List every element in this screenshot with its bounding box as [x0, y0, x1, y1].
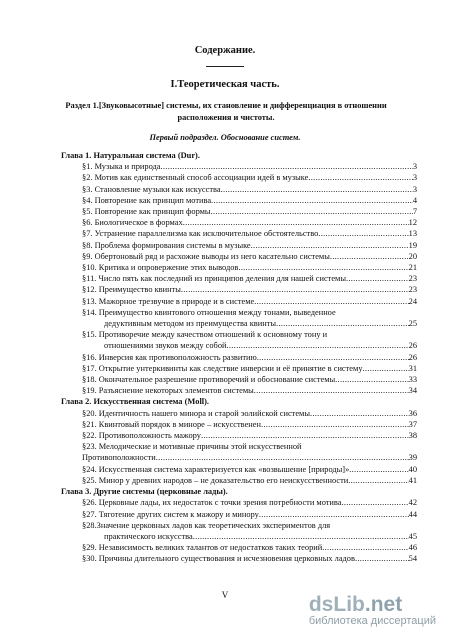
leader-dots [211, 206, 413, 217]
toc-entry-text: §9. Обертоновый ряд и расхожие выводы из него касательно системы [82, 251, 330, 261]
toc-entry-text: §24. Искусственная система характеризуется как «возвышение [природы]» [82, 464, 350, 474]
toc-entry-text: §1. Музыка и природа [82, 162, 161, 172]
chapter-heading: Глава 1. Натуральная система (Dur). [61, 151, 200, 160]
toc-entry-page: 33 [408, 375, 417, 385]
toc-entry [61, 296, 417, 307]
leader-dots [261, 419, 409, 430]
toc-entry-page: 46 [408, 543, 417, 553]
page-number: V [221, 590, 229, 600]
leader-dots [363, 363, 409, 374]
leader-dots [330, 251, 409, 262]
toc-entry [61, 262, 417, 273]
chapter3-entries-continued [61, 542, 417, 564]
chapter1-entries-continued [61, 352, 417, 397]
toc-entry [61, 509, 417, 520]
leader-dots [341, 497, 408, 508]
toc-entry [61, 385, 417, 396]
toc-entry-text: §11. Число пять как последний из принципов деления для нашей системы [82, 274, 346, 284]
chapter3-entries [61, 497, 417, 519]
watermark-subtitle: библиотека диссертаций [308, 615, 436, 627]
toc-entry-text: §2. Мотив как единственный способ ассоциации идей в музыке [82, 173, 309, 183]
leader-dots [318, 228, 408, 239]
leader-dots [346, 273, 409, 284]
toc-entry [61, 464, 417, 475]
toc-entry-page: 23 [408, 274, 417, 284]
toc-entry-page: 37 [408, 419, 417, 429]
leader-dots [308, 172, 412, 183]
chapter-heading: Глава 2. Искусственная система (Moll). [61, 397, 210, 407]
toc-entry-text: §25. Минор у древних народов – не доказательство его неискусственности [82, 475, 349, 485]
toc-entry-text: §21. Квинтовый порядок в миноре – искусственен [82, 419, 261, 429]
toc-entry-continuation: практического искусства ..... 45 [61, 531, 417, 542]
toc-entry-page: 23 [408, 285, 417, 295]
chapter2-entries [61, 408, 417, 442]
toc-entry [61, 553, 417, 564]
toc-entry [61, 419, 417, 430]
toc-entry [61, 475, 417, 486]
toc-entry-page: 42 [408, 498, 417, 508]
page-title: Содержание. [194, 45, 256, 56]
toc-entry-text: §17. Открытие унтеркивинты как следствие инверсии и её принятие в систему [82, 363, 363, 373]
toc-entry-page: 36 [408, 408, 417, 418]
toc-entry-text: §5. Повторение как принцип формы [82, 207, 211, 217]
toc-entry-page: 20 [408, 251, 417, 261]
toc-entry-text: §6. Биологическое в формах [82, 218, 183, 228]
leader-dots [254, 296, 408, 307]
leader-dots [335, 374, 408, 385]
toc-entry-page: 41 [408, 475, 417, 485]
subsection-heading: Первый подраздел. Обоснование систем. [149, 133, 301, 142]
toc-entry: §14. Преимущество квинтового отношения между тонами, выведенное [82, 307, 336, 317]
toc-entry-text: §18. Окончательное разрешение противоречий и обоснование системы [82, 375, 336, 385]
toc-entry [61, 161, 417, 172]
leader-dots [201, 430, 409, 441]
toc-entry-text: §22. Противоположность мажору [82, 431, 201, 441]
leader-dots [254, 385, 409, 396]
toc-entry-text: §13. Мажорное трезвучие в природе и в системе [82, 296, 255, 306]
toc-entry-continuation: Противоположности ..... 39 [61, 452, 417, 463]
toc-entry-page: 38 [408, 431, 417, 441]
toc-entry-page: 4 [412, 195, 417, 205]
toc-entry-page: 31 [408, 363, 417, 373]
leader-dots [183, 217, 409, 228]
table-of-contents [61, 150, 417, 565]
toc-entry [61, 206, 417, 217]
toc-entry [61, 184, 417, 195]
toc-entry-continuation: дедуктивным методом из преимущества квинты ..... 25 [61, 318, 417, 329]
watermark-logo: dsLib.net [308, 593, 403, 616]
toc-entry-text: §27. Тяготение других систем к мажору и минору [82, 509, 259, 519]
toc-entry [61, 352, 417, 363]
toc-entry-text: §20. Идентичность нашего минора и старой эолийской системы [82, 408, 310, 418]
leader-dots [349, 464, 408, 475]
section-heading: Раздел 1.[Звуковысотные] системы, их становление и дифференциация в отношении расположения и чистоты. [65, 101, 387, 122]
toc-entry-page: 54 [408, 554, 417, 564]
toc-entry-text: §29. Независимость великих талантов от недостатков таких теорий [82, 543, 323, 553]
toc-entry [61, 172, 417, 183]
toc-entry-page: 40 [408, 464, 417, 474]
leader-dots [181, 284, 409, 295]
leader-dots [251, 240, 409, 251]
toc-entry-page: 24 [408, 296, 417, 306]
toc-entry-continuation: отношениями звуков между собой ..... 26 [61, 340, 417, 351]
leader-dots [221, 184, 413, 195]
toc-entry-page: 26 [408, 352, 417, 362]
toc-entry-text: §12. Преимущество квинты [82, 285, 181, 295]
chapter1-entries [61, 161, 417, 307]
toc-entry [61, 217, 417, 228]
toc-entry-page: 12 [408, 218, 417, 228]
toc-entry-text: §4. Повторение как принцип мотива [82, 195, 212, 205]
toc-entry [61, 273, 417, 284]
leader-dots [259, 509, 409, 520]
toc-entry [61, 430, 417, 441]
toc-entry-text: §30. Причины длительного существования и исчезновения церковных ладов [82, 554, 355, 564]
leader-dots [310, 408, 409, 419]
toc-entry: §28.Значение церковных ладов как теоретических экспериментов для [82, 520, 331, 530]
toc-entry [61, 240, 417, 251]
toc-entry-page: 7 [412, 207, 417, 217]
toc-entry-text: §26. Церковные лады, их недостаток с точки зрения потребности мотива [82, 498, 342, 508]
toc-entry-page: 19 [408, 240, 417, 250]
toc-entry [61, 228, 417, 239]
toc-entry-page: 3 [412, 173, 417, 183]
toc-entry-text: §8. Проблема формирования системы в музыке [82, 240, 251, 250]
toc-entry [61, 363, 417, 374]
leader-dots [238, 262, 408, 273]
toc-entry-text: §3. Становление музыки как искусства [82, 184, 221, 194]
toc-entry [61, 251, 417, 262]
toc-entry-page: 3 [412, 162, 417, 172]
leader-dots [257, 352, 409, 363]
title-underline [206, 66, 244, 67]
leader-dots [211, 195, 413, 206]
toc-entry: §15. Противоречие между качеством отношений к основному тону и [82, 330, 328, 340]
toc-entry-text: §16. Инверсия как противоположность развитию [82, 352, 257, 362]
toc-entry-text: §19. Разъяснение некоторых элементов системы [82, 386, 254, 396]
toc-entry-page: 44 [408, 509, 417, 519]
part-heading: I.Теоретическая часть. [170, 79, 280, 90]
toc-entry [61, 408, 417, 419]
leader-dots [355, 553, 409, 564]
toc-entry-page: 21 [408, 263, 417, 273]
leader-dots [348, 475, 408, 486]
toc-entry-text: §10. Критика и опровержение этих выводов [82, 263, 239, 273]
toc-entry [61, 195, 417, 206]
watermark [309, 593, 436, 627]
toc-entry: §23. Мелодические и мотивные причины этой искусственной [82, 442, 302, 452]
toc-entry-text: §7. Устранение параллелизма как исключительное обстоятельство [82, 229, 319, 239]
toc-entry-page: 34 [408, 386, 417, 396]
toc-entry-page: 3 [412, 184, 417, 194]
toc-entry [61, 284, 417, 295]
chapter2-entries-continued [61, 464, 417, 486]
toc-entry-page: 13 [408, 229, 417, 239]
leader-dots [322, 542, 408, 553]
toc-entry [61, 542, 417, 553]
toc-entry [61, 374, 417, 385]
toc-entry [61, 497, 417, 508]
chapter-heading: Глава 3. Другие системы (церковные лады). [61, 487, 228, 497]
leader-dots [161, 161, 413, 172]
